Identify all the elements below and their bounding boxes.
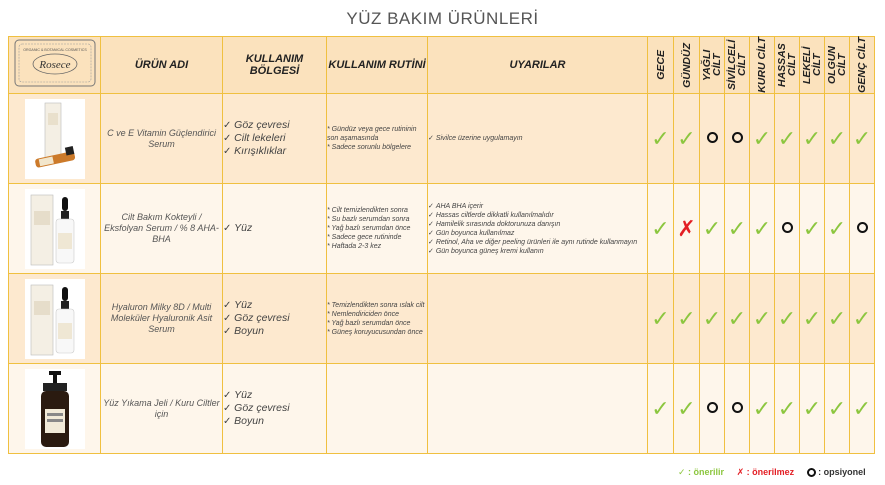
warning-item: ✓ Gün boyunca kullanılmaz [428,229,647,238]
usage-area-item: ✓ Yüz [223,222,326,235]
usage-area-item: ✓ Kırışıklıklar [223,145,326,158]
check-icon: ✓ [677,305,696,331]
usage-area-item: ✓ Yüz [223,389,326,402]
product-name: Cilt Bakım Kokteyli / Eksfolyan Serum / % 8 AHA-BHA [101,184,223,274]
header-col-label: OLGUN CİLT [826,46,848,84]
check-icon: ✓ [802,395,822,421]
suitability-cell [800,94,825,184]
usage-routine [327,364,428,454]
header-col-label: KURU CİLT [756,37,768,93]
suitability-cell [648,274,674,364]
check-icon: ✓ [752,305,772,331]
suitability-cell [850,94,875,184]
header-col-label: HASSAS CİLT [776,43,798,87]
header-col-7 [825,37,850,94]
table-row [9,94,875,184]
header-col-label: SİVİLCELİ CİLT [726,39,748,91]
header-col-3 [725,37,750,94]
check-icon: ✓ [802,125,822,151]
check-icon: ✓ [827,305,847,331]
warnings [428,364,648,454]
routine-item: * Sadece gece rutininde [327,234,402,241]
suitability-cell [800,184,825,274]
suitability-cell [648,184,674,274]
brand-logo [9,37,101,94]
check-icon: ✓ [752,215,772,241]
table-row [9,364,875,454]
suitability-cell [648,364,674,454]
optional-circle-icon [782,222,793,233]
cross-icon: ✗ [677,215,696,241]
header-col-label: LEKELİ CİLT [801,46,823,84]
suitability-cell [825,94,850,184]
check-icon: ✓ [727,215,747,241]
check-icon: ✓ [852,395,872,421]
legend-recommended: ✓ : önerilir [678,467,725,477]
product-name: Yüz Yıkama Jeli / Kuru Ciltler için [101,364,223,454]
optional-circle-icon [732,132,743,143]
suitability-cell [850,274,875,364]
header-product: ÜRÜN ADI [101,37,223,94]
check-icon: ✓ [651,125,670,151]
product-image [25,99,85,179]
suitability-cell [750,274,775,364]
optional-circle-icon [807,468,816,477]
product-image-cell [9,184,101,274]
check-icon: ✓ [777,305,797,331]
check-icon: ✓ [827,395,847,421]
routine-item: * Sadece sorunlu bölgelere [327,144,412,151]
legend-optional-label: : opsiyonel [818,467,866,477]
check-icon: ✓ [852,305,872,331]
usage-area [223,94,327,184]
usage-area-item: ✓ Göz çevresi [223,402,326,415]
suitability-cell [850,184,875,274]
header-col-2 [700,37,725,94]
usage-area-item: ✓ Boyun [223,415,326,428]
routine-item: * Yağ bazlı serumdan önce [327,225,411,232]
suitability-cell [825,184,850,274]
suitability-cell [775,94,800,184]
warning-item: ✓ Retinol, Aha ve diğer peeling ürünleri ile aynı rutinde kullanmayın [428,238,647,247]
check-icon: ✓ [777,125,797,151]
optional-circle-icon [732,402,743,413]
optional-circle-icon [707,402,718,413]
product-name: Hyaluron Milky 8D / Multi Moleküler Hyaluronik Asit Serum [101,274,223,364]
check-icon: ✓ [777,395,797,421]
suitability-cell [700,274,725,364]
warning-item: ✓ Hassas ciltlerde dikkatli kullanılmalıdır [428,211,647,220]
product-image [25,189,85,269]
header-col-label: GENÇ CİLT [856,37,868,93]
optional-circle-icon [857,222,868,233]
brand-logo-icon [13,38,97,88]
header-col-1 [674,37,700,94]
check-icon: ✓ [677,395,696,421]
routine-item: * Temizlendikten sonra ıslak cilt [327,301,425,309]
suitability-cell [775,364,800,454]
suitability-cell [725,184,750,274]
header-col-label: YAĞLI CİLT [701,49,723,81]
warnings [428,184,648,274]
check-icon: ✓ [802,215,822,241]
routine-item: * Yağ bazlı serumdan önce [327,319,411,327]
routine-item: * Cilt temizlendikten sonra [327,207,408,214]
product-image-cell [9,274,101,364]
check-icon: ✓ [852,125,872,151]
suitability-cell [725,364,750,454]
suitability-cell [750,364,775,454]
header-col-label: GECE [654,50,667,80]
page-title: YÜZ BAKIM ÜRÜNLERİ [346,9,539,28]
check-icon: ✓ [752,125,772,151]
header-col-8 [850,37,875,94]
check-icon: ✓ [677,125,696,151]
warnings [428,94,648,184]
routine-item: * Su bazlı serumdan sonra [327,216,410,223]
suitability-cell [700,364,725,454]
usage-area [223,364,327,454]
suitability-cell [674,184,700,274]
suitability-cell [700,94,725,184]
product-name: C ve E Vitamin Güçlendirici Serum [101,94,223,184]
header-row [9,37,875,94]
check-icon: ✓ [651,215,670,241]
suitability-cell [725,94,750,184]
suitability-cell [775,274,800,364]
suitability-cell [750,184,775,274]
suitability-cell [674,94,700,184]
suitability-cell [674,274,700,364]
check-icon: ✓ [702,215,722,241]
check-icon: ✓ [827,125,847,151]
check-icon: ✓ [651,395,670,421]
optional-circle-icon [707,132,718,143]
svg-text:Rosece: Rosece [38,58,71,71]
usage-area [223,274,327,364]
routine-item: * Gündüz veya gece rutininin son aşamasında [327,126,417,142]
usage-routine [327,274,428,364]
suitability-cell [825,364,850,454]
legend-not-recommended: ✗ : önerilmez [736,467,795,477]
check-icon: ✓ [827,215,847,241]
header-col-label: GÜNDÜZ [680,42,693,88]
usage-area-item: ✓ Yüz [223,299,326,312]
svg-text:ORGANIC & BOTANICAL COSMETICS: ORGANIC & BOTANICAL COSMETICS [22,47,87,52]
header-col-0 [648,37,674,94]
product-image [25,369,85,449]
warning-item: ✓ Gün boyunca güneş kremi kullanın [428,247,647,256]
header-area: KULLANIM BÖLGESİ [223,37,327,94]
suitability-cell [648,94,674,184]
product-table [8,36,875,454]
usage-area-item: ✓ Göz çevresi [223,312,326,325]
legend [678,467,866,478]
suitability-cell [674,364,700,454]
suitability-cell [750,94,775,184]
usage-area-item: ✓ Boyun [223,325,326,338]
product-image-cell [9,364,101,454]
header-routine: KULLANIM RUTİNİ [327,37,428,94]
header-col-4 [750,37,775,94]
table-row [9,274,875,364]
suitability-cell [775,184,800,274]
suitability-cell [825,274,850,364]
suitability-cell [725,274,750,364]
warning-item: ✓ Hamilelik sırasında doktorunuza danışın [428,220,647,229]
header-warnings: UYARILAR [428,37,648,94]
routine-item: * Haftada 2-3 kez [327,243,382,250]
suitability-cell [800,364,825,454]
product-image-cell [9,94,101,184]
product-image [25,279,85,359]
check-icon: ✓ [752,395,772,421]
usage-area-item: ✓ Cilt lekeleri [223,132,326,145]
table-row [9,184,875,274]
legend-optional [807,467,866,477]
warning-item: ✓ AHA BHA içerir [428,202,647,211]
routine-item: * Nemlendiriciden önce [327,310,399,318]
warnings [428,274,648,364]
usage-area-item: ✓ Göz çevresi [223,119,326,132]
check-icon: ✓ [702,305,722,331]
suitability-cell [850,364,875,454]
suitability-cell [800,274,825,364]
check-icon: ✓ [651,305,670,331]
warning-item: ✓ Sivilce üzerine uygulamayın [428,134,647,143]
usage-routine [327,184,428,274]
header-col-5 [775,37,800,94]
check-icon: ✓ [727,305,747,331]
routine-item: * Güneş koruyucusundan önce [327,328,423,336]
header-col-6 [800,37,825,94]
check-icon: ✓ [802,305,822,331]
suitability-cell [700,184,725,274]
usage-routine [327,94,428,184]
usage-area [223,184,327,274]
